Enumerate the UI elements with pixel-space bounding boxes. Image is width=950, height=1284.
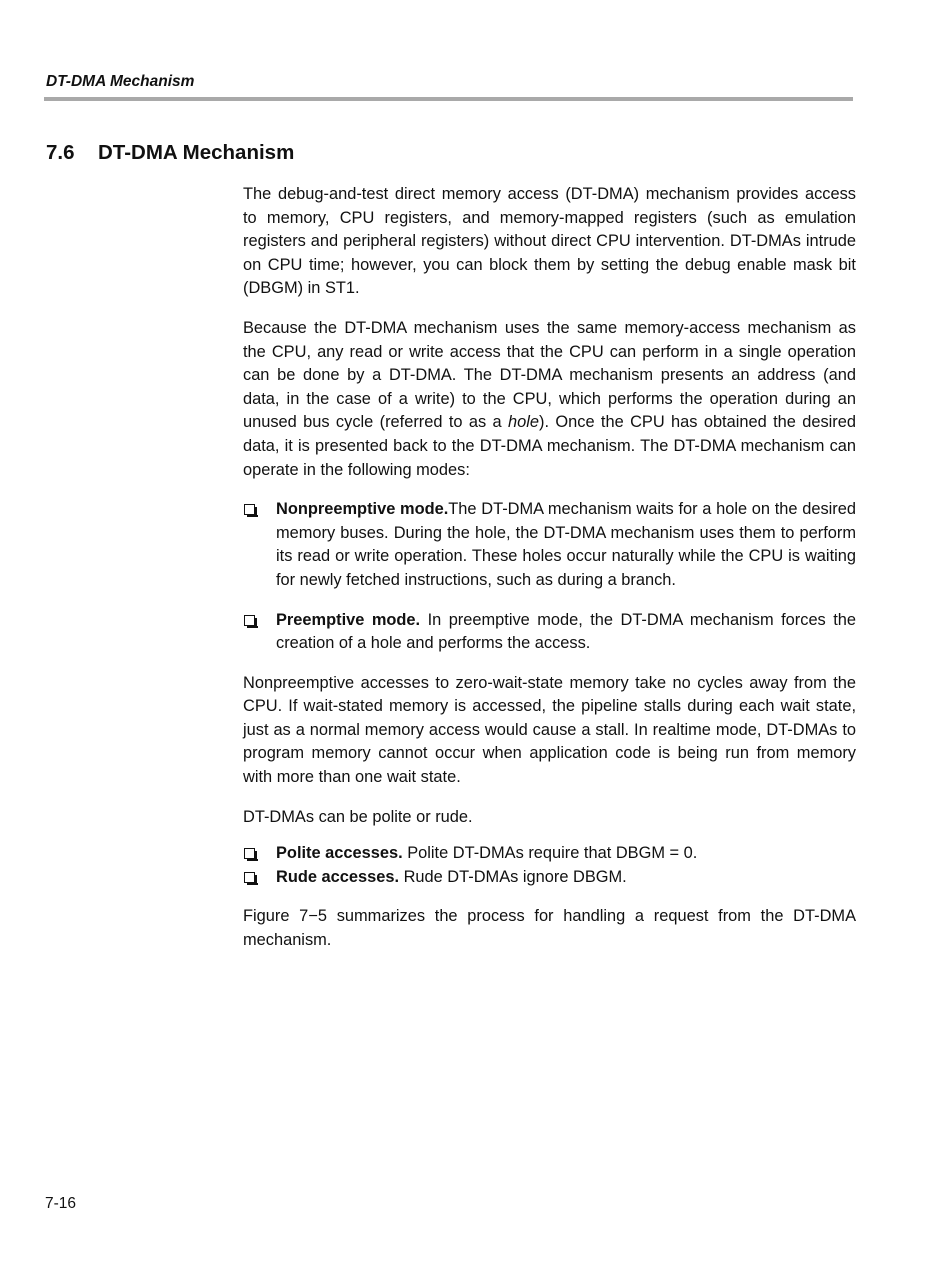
bullet-text: Polite DT-DMAs require that DBGM = 0. xyxy=(402,844,698,863)
checkbox-bullet-icon xyxy=(244,872,255,883)
bullet-text: In preemptive mode, the DT-DMA mechanism forces the creation of a hole and performs the access. xyxy=(276,610,856,653)
paragraph-mechanism-part2: ). Once the CPU has obtained the desired data, it is presented back to the DT-DMA mechanism. The DT-DMA mechanism can operate in the following modes: xyxy=(243,413,856,479)
running-header: DT-DMA Mechanism xyxy=(46,73,195,90)
paragraph-figure-reference: Figure 7−5 summarizes the process for handling a request from the DT-DMA mechanism. xyxy=(243,907,856,950)
checkbox-bullet-icon xyxy=(244,848,255,859)
bullet-lead: Nonpreemptive mode. xyxy=(276,500,449,519)
paragraph-polite-rude: DT-DMAs can be polite or rude. xyxy=(243,807,473,826)
term-hole: hole xyxy=(508,413,540,432)
checkbox-bullet-icon xyxy=(244,504,255,515)
paragraph-intro: The debug-and-test direct memory access (DT-DMA) mechanism provides access to memory, CPU registers, and memory-mapped registers (such as emulation registers and peripheral registers) without direct CPU intervention. DT-DMAs intrude on CPU time; however, you can block them by setting the debug enable mask bit (DBGM) in ST1. xyxy=(243,185,856,298)
list-item-polite-accesses xyxy=(243,842,856,866)
page-number: 7-16 xyxy=(45,1195,77,1212)
section-title: DT-DMA Mechanism xyxy=(98,141,295,164)
paragraph-mechanism xyxy=(243,317,856,482)
list-item-nonpreemptive-mode xyxy=(243,498,856,592)
bullet-text: The DT-DMA mechanism waits for a hole on the desired memory buses. During the hole, the DT-DMA mechanism uses them to perform its read or write operation. These holes occur naturally while the CPU is waiting for newly fetched instructions, such as during a branch. xyxy=(276,500,856,589)
bullet-text: Rude DT-DMAs ignore DBGM. xyxy=(399,867,627,886)
section-heading xyxy=(46,141,294,165)
bullet-lead: Rude accesses. xyxy=(276,867,400,886)
header-rule xyxy=(44,97,853,101)
bullet-lead: Polite accesses. xyxy=(276,844,403,863)
checkbox-bullet-icon xyxy=(244,615,255,626)
bullet-lead: Preemptive mode. xyxy=(276,610,421,629)
body-text xyxy=(243,183,856,969)
list-item-rude-accesses xyxy=(243,866,856,890)
section-number: 7.6 xyxy=(46,141,75,164)
paragraph-wait-states: Nonpreemptive accesses to zero-wait-state memory take no cycles away from the CPU. If wait-stated memory is accessed, the pipeline stalls during each wait state, just as a normal memory access would cause a stall. In realtime mode, DT-DMAs to program memory cannot occur when application code is being run from memory with more than one wait state. xyxy=(243,673,856,787)
paragraph-mechanism-part1: Because the DT-DMA mechanism uses the same memory-access mechanism as the CPU, any read or write access that the CPU can perform in a single operation can be done by a DT-DMA. The DT-DMA mechanism presents an address (and data, in the case of a write) to the CPU, which performs the operation during an unused bus cycle (referred to as a xyxy=(243,318,856,432)
list-item-preemptive-mode xyxy=(243,609,856,656)
